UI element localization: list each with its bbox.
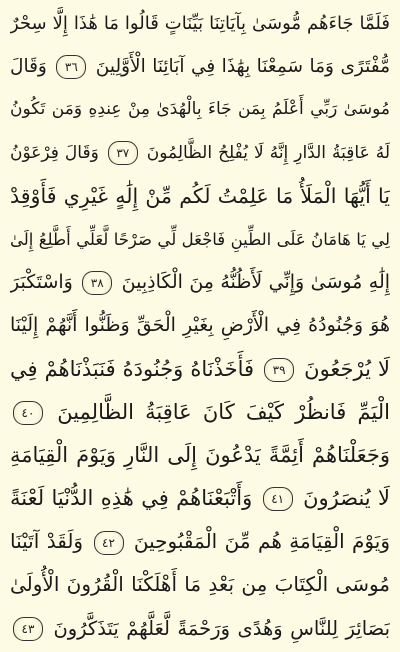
ayah-number-marker: ٣٨ <box>82 271 112 295</box>
verse-text: الْيَمِّ فَانظُرْ كَيْفَ كَانَ عَاقِبَةُ الظَّالِمِينَ <box>57 399 390 424</box>
verse-line <box>10 2 390 45</box>
verse-line <box>10 563 390 606</box>
verse-line <box>10 520 390 563</box>
verse-line <box>10 391 390 434</box>
verse-text: وَلَقَدْ آتَيْنَا <box>10 529 84 554</box>
verse-text: لِي يَا هَامَانُ عَلَى الطِّينِ فَاجْعَل لِّي صَرْحًا لَّعَلِّي أَطَّلِعُ إِلَىٰ <box>10 229 390 249</box>
verse-text: وَيَوْمَ الْقِيَامَةِ هُم مِّنَ الْمَقْبُوحِينَ <box>133 529 390 554</box>
verse-lines <box>10 2 390 650</box>
verse-text: وَاسْتَكْبَرَ <box>10 271 73 294</box>
ayah-number-marker: ٤١ <box>263 487 293 511</box>
ayah-number-marker: ٣٦ <box>56 55 86 79</box>
verse-line <box>10 304 390 347</box>
verse-line <box>10 132 390 175</box>
verse-line <box>10 218 390 261</box>
verse-text: يَا أَيُّهَا الْمَلَأُ مَا عَلِمْتُ لَكُم مِّنْ إِلَٰهٍ غَيْرِي فَأَوْقِدْ <box>10 183 390 208</box>
verse-text: مُوسَى الْكِتَابَ مِن بَعْدِ مَا أَهْلَكْنَا الْقُرُونَ الْأُولَىٰ <box>10 572 390 597</box>
ayah-number-marker: ٤٣ <box>13 617 43 641</box>
verse-text: فَلَمَّا جَاءَهُم مُّوسَىٰ بِآيَاتِنَا بَيِّنَاتٍ قَالُوا مَا هَٰذَا إِلَّا سِحْرٌ <box>10 13 390 34</box>
verse-text: وَأَتْبَعْنَاهُمْ فِي هَٰذِهِ الدُّنْيَا لَعْنَةً <box>10 486 253 511</box>
verse-text: فَأَخَذْنَاهُ وَجُنُودَهُ فَنَبَذْنَاهُمْ فِي <box>10 356 255 381</box>
verse-line <box>10 261 390 304</box>
verse-line <box>10 45 390 88</box>
ayah-number-marker: ٤٠ <box>13 401 43 425</box>
verse-line <box>10 607 390 650</box>
verse-text: هُوَ وَجُنُودُهُ فِي الْأَرْضِ بِغَيْرِ الْحَقِّ وَظَنُّوا أَنَّهُمْ إِلَيْنَا <box>10 314 390 337</box>
verse-line <box>10 348 390 391</box>
verse-text: وَقَالَ <box>10 56 47 78</box>
verse-text: وَقَالَ فِرْعَوْنُ <box>10 142 99 163</box>
verse-text: مُّفْتَرًى وَمَا سَمِعْنَا بِهَٰذَا فِي آبَائِنَا الْأَوَّلِينَ <box>95 56 390 78</box>
verse-text: لَا يُرْجَعُونَ <box>304 356 390 381</box>
verse-text: لَهُ عَاقِبَةُ الدَّارِ إِنَّهُ لَا يُفْلِحُ الظَّالِمُونَ <box>146 142 390 163</box>
ayah-number-marker: ٤٢ <box>94 531 124 555</box>
ayah-number-marker: ٣٧ <box>108 141 138 165</box>
verse-line <box>10 88 390 131</box>
verse-text: إِلَٰهِ مُوسَىٰ وَإِنِّي لَأَظُنُّهُ مِنَ الْكَاذِبِينَ <box>121 271 390 294</box>
verse-line <box>10 434 390 477</box>
verse-text: وَجَعَلْنَاهُمْ أَئِمَّةً يَدْعُونَ إِلَى النَّارِ وَيَوْمَ الْقِيَامَةِ <box>10 442 390 467</box>
verse-line <box>10 175 390 218</box>
ayah-number-marker: ٣٩ <box>264 358 294 382</box>
verse-line <box>10 477 390 520</box>
verse-text: لَا يُنصَرُونَ <box>303 486 390 511</box>
verse-text: مُوسَىٰ رَبِّي أَعْلَمُ بِمَن جَاءَ بِالْهُدَىٰ مِنْ عِندِهِ وَمَن تَكُونُ <box>10 99 390 120</box>
verse-text: بَصَائِرَ لِلنَّاسِ وَهُدًى وَرَحْمَةً لَّعَلَّهُمْ يَتَذَكَّرُونَ <box>53 616 390 640</box>
